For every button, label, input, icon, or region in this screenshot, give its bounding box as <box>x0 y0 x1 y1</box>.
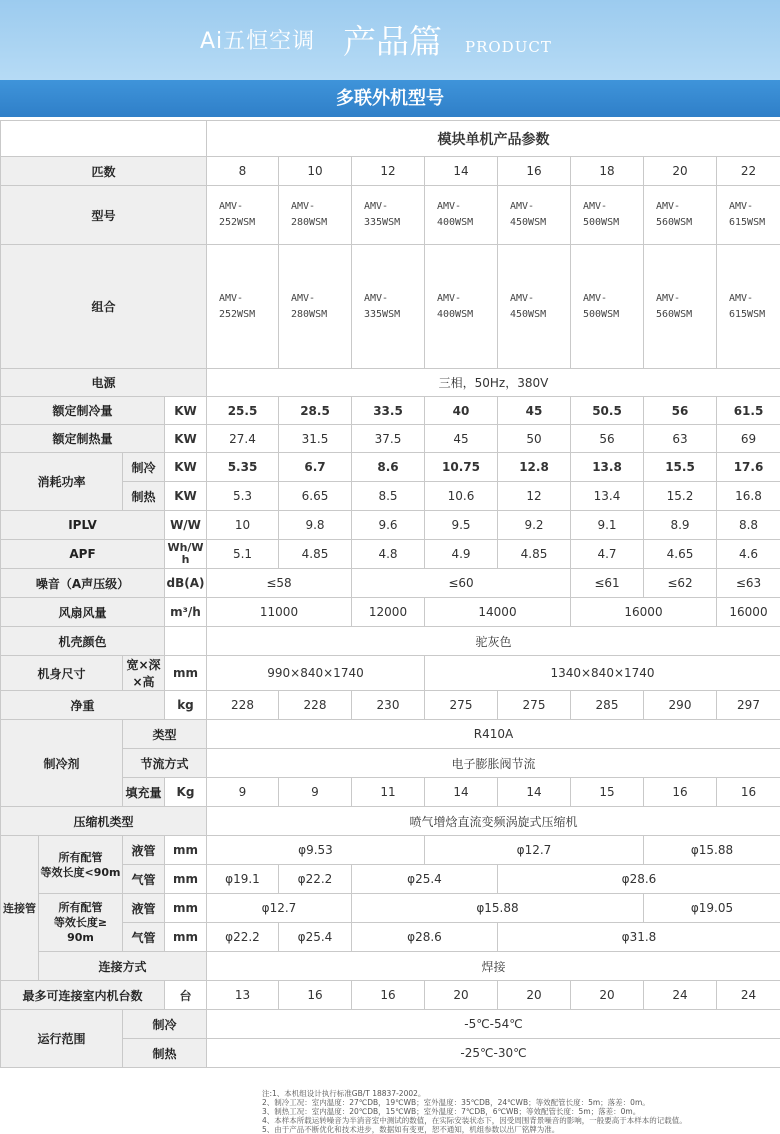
table-section-title: 模块单机产品参数 <box>207 121 780 157</box>
table-row <box>1 836 780 865</box>
consume-cool-cell: 12.8 <box>498 453 571 482</box>
hp-cell: 14 <box>425 157 498 186</box>
hp-cell: 10 <box>279 157 352 186</box>
refrig-type-label: 类型 <box>123 720 207 749</box>
color-value: 驼灰色 <box>207 627 780 656</box>
table-row <box>1 691 780 720</box>
combo-cell: AMV- 280WSM <box>279 245 352 369</box>
cool-cap-cell: 25.5 <box>207 397 279 425</box>
refrig-charge-label: 填充量 <box>123 778 165 807</box>
apf-cell: 4.7 <box>571 540 644 569</box>
iplv-cell: 9.1 <box>571 511 644 540</box>
pipe-cell: φ28.6 <box>352 923 498 952</box>
combo-cell: AMV- 252WSM <box>207 245 279 369</box>
range-label: 运行范围 <box>1 1010 123 1068</box>
apf-cell: 4.9 <box>425 540 498 569</box>
model-cell: AMV- 335WSM <box>352 186 425 245</box>
hp-cell: 16 <box>498 157 571 186</box>
footnotes <box>262 1089 772 1134</box>
cool-cap-cell: 56 <box>644 397 717 425</box>
connect-label: 连接方式 <box>39 952 207 981</box>
table-row <box>1 245 780 369</box>
heat-cap-cell: 56 <box>571 425 644 453</box>
max-indoor-cell: 20 <box>425 981 498 1010</box>
fan-cell: 16000 <box>717 598 780 627</box>
power-value: 三相，50Hz，380V <box>207 369 780 397</box>
section-title: 产品篇 <box>343 22 442 61</box>
weight-cell: 290 <box>644 691 717 720</box>
table-row <box>1 981 780 1010</box>
unit-cell: m³/h <box>165 598 207 627</box>
consume-cool-cell: 8.6 <box>352 453 425 482</box>
max-indoor-cell: 13 <box>207 981 279 1010</box>
max-indoor-cell: 16 <box>279 981 352 1010</box>
pipe-label: 连接管 <box>1 836 39 981</box>
fan-cell: 16000 <box>571 598 717 627</box>
size-cell: 1340×840×1740 <box>425 656 780 691</box>
apf-cell: 4.6 <box>717 540 780 569</box>
max-indoor-cell: 24 <box>717 981 780 1010</box>
cool-cap-cell: 33.5 <box>352 397 425 425</box>
refrig-charge-cell: 15 <box>571 778 644 807</box>
spec-table <box>0 120 780 1068</box>
combo-cell: AMV- 400WSM <box>425 245 498 369</box>
banner-title: 多联外机型号 <box>0 80 780 117</box>
pipe-cell: φ22.2 <box>207 923 279 952</box>
refrig-charge-cell: 16 <box>644 778 717 807</box>
footnote: 2、制冷工况：室内温度：27℃DB，19℃WB；室外温度：35℃DB，24℃WB；等效配管长度：5m；落差：0m。 <box>262 1098 650 1107</box>
noise-cell: ≤60 <box>352 569 571 598</box>
model-cell: AMV- 560WSM <box>644 186 717 245</box>
pipe-cell: φ25.4 <box>279 923 352 952</box>
noise-cell: ≤62 <box>644 569 717 598</box>
model-cell: AMV- 450WSM <box>498 186 571 245</box>
weight-cell: 275 <box>498 691 571 720</box>
cool-cap-cell: 28.5 <box>279 397 352 425</box>
consume-heat-cell: 10.6 <box>425 482 498 511</box>
iplv-cell: 9.5 <box>425 511 498 540</box>
refrig-charge-cell: 14 <box>498 778 571 807</box>
table-row <box>1 1010 780 1039</box>
weight-cell: 297 <box>717 691 780 720</box>
table-row <box>1 952 780 981</box>
noise-label: 噪音（A声压级） <box>1 569 165 598</box>
heat-cap-cell: 45 <box>425 425 498 453</box>
consume-cool-cell: 13.8 <box>571 453 644 482</box>
power-label: 电源 <box>1 369 207 397</box>
apf-cell: 4.85 <box>279 540 352 569</box>
combo-label: 组合 <box>1 245 207 369</box>
iplv-cell: 9.2 <box>498 511 571 540</box>
pipe-cell: φ12.7 <box>425 836 644 865</box>
table-row <box>1 569 780 598</box>
table-row <box>1 157 780 186</box>
heat-cap-cell: 63 <box>644 425 717 453</box>
heat-cap-cell: 50 <box>498 425 571 453</box>
heat-cap-cell: 69 <box>717 425 780 453</box>
weight-cell: 230 <box>352 691 425 720</box>
unit-cell: W/W <box>165 511 207 540</box>
size-sub-label: 宽×深×高 <box>123 656 165 691</box>
max-indoor-cell: 20 <box>498 981 571 1010</box>
pipe-cell: φ15.88 <box>352 894 644 923</box>
consume-heat-cell: 8.5 <box>352 482 425 511</box>
hp-cell: 22 <box>717 157 780 186</box>
apf-cell: 4.85 <box>498 540 571 569</box>
pipe-cell: φ28.6 <box>498 865 780 894</box>
consume-heat-cell: 12 <box>498 482 571 511</box>
max-indoor-cell: 20 <box>571 981 644 1010</box>
table-row <box>1 598 780 627</box>
refrig-charge-cell: 9 <box>207 778 279 807</box>
heat-cap-cell: 37.5 <box>352 425 425 453</box>
gas-label: 气管 <box>123 865 165 894</box>
unit-cell: mm <box>165 836 207 865</box>
table-row <box>1 186 780 245</box>
unit-cell: dB(A) <box>165 569 207 598</box>
fan-cell: 12000 <box>352 598 425 627</box>
consume-label: 消耗功率 <box>1 453 123 511</box>
iplv-label: IPLV <box>1 511 165 540</box>
table-row <box>1 720 780 749</box>
table-row <box>1 453 780 482</box>
fan-label: 风扇风量 <box>1 598 165 627</box>
noise-cell: ≤61 <box>571 569 644 598</box>
iplv-cell: 8.9 <box>644 511 717 540</box>
range-cool-value: -5℃-54℃ <box>207 1010 780 1039</box>
max-indoor-cell: 24 <box>644 981 717 1010</box>
cool-cap-cell: 61.5 <box>717 397 780 425</box>
page-header <box>0 0 780 80</box>
weight-cell: 285 <box>571 691 644 720</box>
unit-cell: KW <box>165 482 207 511</box>
gas-label: 气管 <box>123 923 165 952</box>
unit-cell: KW <box>165 397 207 425</box>
model-cell: AMV- 400WSM <box>425 186 498 245</box>
combo-cell: AMV- 450WSM <box>498 245 571 369</box>
pipe-cell: φ12.7 <box>207 894 352 923</box>
pipe-cell: φ15.88 <box>644 836 780 865</box>
table-row <box>1 369 780 397</box>
consume-cool-cell: 6.7 <box>279 453 352 482</box>
unit-cell: Kg <box>165 778 207 807</box>
pipe-a-label: 所有配管 等效长度<90m <box>39 836 123 894</box>
table-row <box>1 627 780 656</box>
heat-cap-cell: 27.4 <box>207 425 279 453</box>
iplv-cell: 9.6 <box>352 511 425 540</box>
consume-cool-cell: 10.75 <box>425 453 498 482</box>
table-row <box>1 894 780 923</box>
consume-cool-cell: 17.6 <box>717 453 780 482</box>
noise-cell: ≤58 <box>207 569 352 598</box>
apf-cell: 5.1 <box>207 540 279 569</box>
footnote: 4、本样本所载运转噪音为半消音室中测试的数值，在实际安装状态下，因受周围背景噪音的影响，一般要高于本样本的记载值。 <box>262 1116 687 1125</box>
consume-heat-cell: 15.2 <box>644 482 717 511</box>
weight-label: 净重 <box>1 691 165 720</box>
heat-cap-label: 额定制热量 <box>1 425 165 453</box>
apf-cell: 4.8 <box>352 540 425 569</box>
table-row <box>1 397 780 425</box>
cool-cap-label: 额定制冷量 <box>1 397 165 425</box>
fan-cell: 14000 <box>425 598 571 627</box>
apf-label: APF <box>1 540 165 569</box>
combo-cell: AMV- 560WSM <box>644 245 717 369</box>
hp-label: 匹数 <box>1 157 207 186</box>
cool-cap-cell: 50.5 <box>571 397 644 425</box>
hp-cell: 12 <box>352 157 425 186</box>
heat-cap-cell: 31.5 <box>279 425 352 453</box>
consume-heat-cell: 5.3 <box>207 482 279 511</box>
footnote: 5、由于产品不断优化和技术进步，数据如有变更，恕不通知，机组参数以出厂铭牌为准。 <box>262 1125 560 1134</box>
apf-cell: 4.65 <box>644 540 717 569</box>
combo-cell: AMV- 615WSM <box>717 245 780 369</box>
compressor-label: 压缩机类型 <box>1 807 207 836</box>
max-indoor-cell: 16 <box>352 981 425 1010</box>
pipe-cell: φ9.53 <box>207 836 425 865</box>
model-cell: AMV- 280WSM <box>279 186 352 245</box>
combo-cell: AMV- 500WSM <box>571 245 644 369</box>
table-row <box>1 121 780 157</box>
noise-cell: ≤63 <box>717 569 780 598</box>
weight-cell: 228 <box>207 691 279 720</box>
consume-cool-cell: 5.35 <box>207 453 279 482</box>
liquid-label: 液管 <box>123 836 165 865</box>
iplv-cell: 9.8 <box>279 511 352 540</box>
refrig-charge-cell: 14 <box>425 778 498 807</box>
table-row <box>1 807 780 836</box>
pipe-cell: φ19.1 <box>207 865 279 894</box>
unit-cell: mm <box>165 865 207 894</box>
fan-cell: 11000 <box>207 598 352 627</box>
pipe-cell: φ22.2 <box>279 865 352 894</box>
refrig-charge-cell: 11 <box>352 778 425 807</box>
refrig-throttle-value: 电子膨胀阀节流 <box>207 749 780 778</box>
hp-cell: 20 <box>644 157 717 186</box>
pipe-cell: φ25.4 <box>352 865 498 894</box>
unit-cell: kg <box>165 691 207 720</box>
table-row <box>1 656 780 691</box>
unit-cell: mm <box>165 894 207 923</box>
consume-heat-cell: 6.65 <box>279 482 352 511</box>
weight-cell: 228 <box>279 691 352 720</box>
unit-cell: mm <box>165 656 207 691</box>
refrig-label: 制冷剂 <box>1 720 123 807</box>
compressor-value: 喷气增焓直流变频涡旋式压缩机 <box>207 807 780 836</box>
unit-cell: KW <box>165 453 207 482</box>
section-title-en: PRODUCT <box>465 38 552 56</box>
consume-heat-cell: 16.8 <box>717 482 780 511</box>
range-heat-label: 制热 <box>123 1039 207 1068</box>
unit-cell: mm <box>165 923 207 952</box>
footnote: 注:1、本机组设计执行标准GB/T 18837-2002。 <box>262 1089 426 1098</box>
table-row <box>1 511 780 540</box>
table-row <box>1 425 780 453</box>
color-label: 机壳颜色 <box>1 627 165 656</box>
refrig-charge-cell: 9 <box>279 778 352 807</box>
cool-cap-cell: 40 <box>425 397 498 425</box>
table-row <box>1 540 780 569</box>
pipe-b-label: 所有配管 等效长度≥ 90m <box>39 894 123 952</box>
cool-cap-cell: 45 <box>498 397 571 425</box>
refrig-type-value: R410A <box>207 720 780 749</box>
footnote: 3、制热工况：室内温度：20℃DB，15℃WB；室外温度：7℃DB，6℃WB；等效配管长度：5m；落差：0m。 <box>262 1107 641 1116</box>
model-cell: AMV- 500WSM <box>571 186 644 245</box>
unit-cell: Wh/Wh <box>165 540 207 569</box>
consume-heat-label: 制热 <box>123 482 165 511</box>
unit-cell: 台 <box>165 981 207 1010</box>
consume-cool-cell: 15.5 <box>644 453 717 482</box>
spec-table-wrap <box>0 120 780 1068</box>
model-cell: AMV- 252WSM <box>207 186 279 245</box>
consume-cool-label: 制冷 <box>123 453 165 482</box>
consume-heat-cell: 13.4 <box>571 482 644 511</box>
brand-title: Ai五恒空调 <box>200 29 316 54</box>
pipe-cell: φ31.8 <box>498 923 780 952</box>
connect-value: 焊接 <box>207 952 780 981</box>
model-label: 型号 <box>1 186 207 245</box>
unit-cell: KW <box>165 425 207 453</box>
liquid-label: 液管 <box>123 894 165 923</box>
max-indoor-label: 最多可连接室内机台数 <box>1 981 165 1010</box>
hp-cell: 18 <box>571 157 644 186</box>
pipe-cell: φ19.05 <box>644 894 780 923</box>
hp-cell: 8 <box>207 157 279 186</box>
refrig-charge-cell: 16 <box>717 778 780 807</box>
model-cell: AMV- 615WSM <box>717 186 780 245</box>
size-cell: 990×840×1740 <box>207 656 425 691</box>
range-heat-value: -25℃-30℃ <box>207 1039 780 1068</box>
size-label: 机身尺寸 <box>1 656 123 691</box>
weight-cell: 275 <box>425 691 498 720</box>
combo-cell: AMV- 335WSM <box>352 245 425 369</box>
range-cool-label: 制冷 <box>123 1010 207 1039</box>
iplv-cell: 10 <box>207 511 279 540</box>
iplv-cell: 8.8 <box>717 511 780 540</box>
refrig-throttle-label: 节流方式 <box>123 749 207 778</box>
